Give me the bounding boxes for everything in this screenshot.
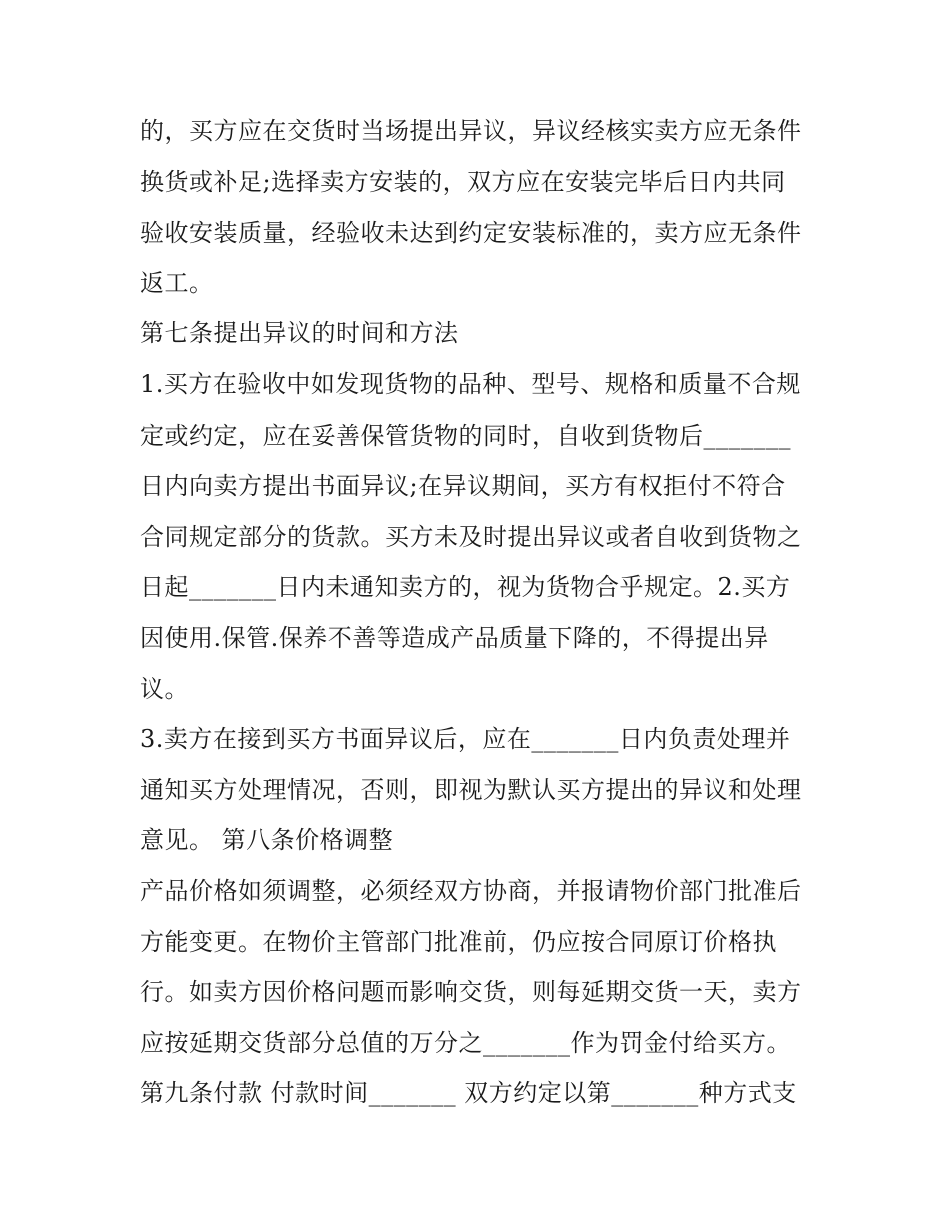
- text-line: 通知买方处理情况，否则，即视为默认买方提出的异议和处理: [140, 776, 802, 804]
- text-line: 行。如卖方因价格问题而影响交货，则每延期交货一天，卖方: [140, 978, 802, 1006]
- text-line: 议。: [140, 675, 189, 703]
- text-line: 3.卖方在接到买方书面异议后，应在_______日内负责处理并: [140, 725, 791, 753]
- text-line: 日起_______日内未通知卖方的，视为货物合乎规定。2.买方: [140, 573, 791, 601]
- text-line: 因使用.保管.保养不善等造成产品质量下降的，不得提出异: [140, 624, 769, 652]
- text-line: 返工。: [140, 269, 214, 297]
- text-line: 合同规定部分的货款。买方未及时提出异议或者自收到货物之: [140, 523, 802, 551]
- text-line: 定或约定，应在妥善保管货物的同时，自收到货物后_______: [140, 422, 791, 450]
- text-line: 日内向卖方提出书面异议;在异议期间，买方有权拒付不符合: [140, 472, 786, 500]
- text-line: 应按延期交货部分总值的万分之_______作为罚金付给买方。: [140, 1029, 791, 1057]
- text-line: 的，买方应在交货时当场提出异议，异议经核实卖方应无条件: [140, 117, 802, 145]
- text-line: 意见。 第八条价格调整: [140, 826, 394, 854]
- text-line: 产品价格如须调整，必须经双方协商，并报请物价部门批准后: [140, 877, 802, 905]
- text-line: 换货或补足;选择卖方安装的，双方应在安装完毕后日内共同: [140, 168, 786, 196]
- text-line: 验收安装质量，经验收未达到约定安装标准的，卖方应无条件: [140, 219, 802, 247]
- text-line: 方能变更。在物价主管部门批准前，仍应按合同原订价格执: [140, 928, 777, 956]
- text-line: 第九条付款 付款时间_______ 双方约定以第_______种方式支: [140, 1079, 797, 1107]
- section-heading: 第七条提出异议的时间和方法: [140, 319, 459, 347]
- text-line: 1.买方在验收中如发现货物的品种、型号、规格和质量不合规: [140, 370, 801, 398]
